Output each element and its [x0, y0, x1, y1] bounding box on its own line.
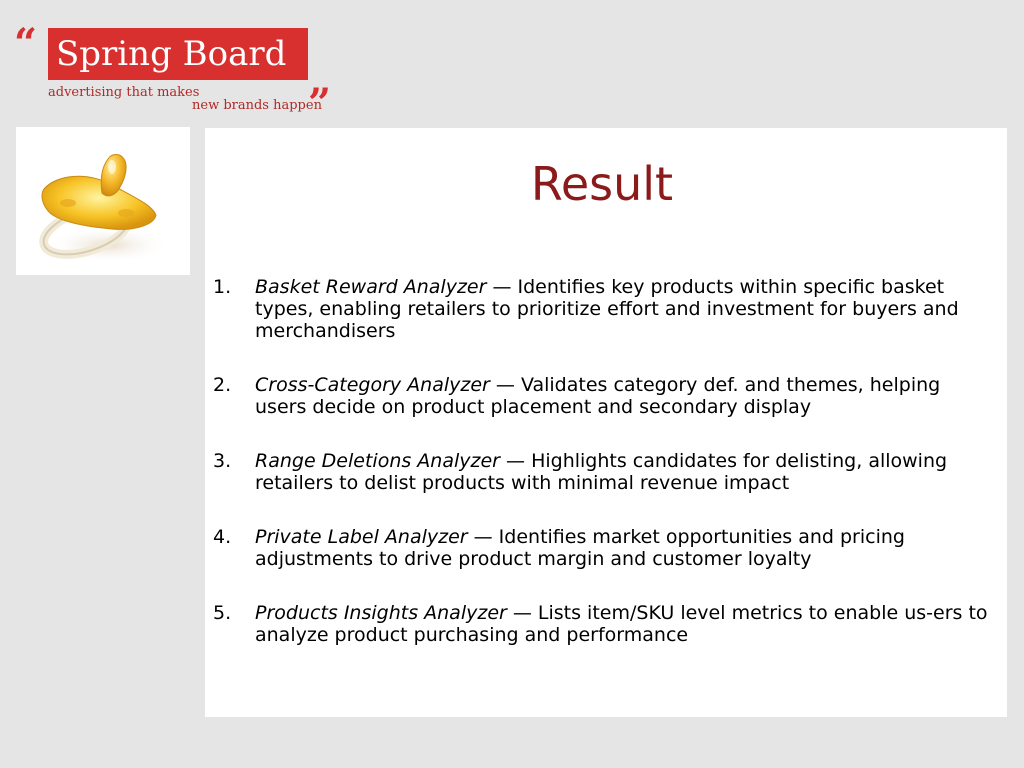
list-item-number: 5.	[213, 602, 232, 624]
list-item-description: — Validates category def. and themes, helping users decide on product placement and secondary display	[255, 374, 941, 418]
list-item-name: Products Insights Analyzer	[255, 602, 507, 624]
list-item	[213, 276, 993, 342]
logo-open-quote: “	[14, 20, 38, 67]
pacifier-icon	[16, 127, 190, 275]
slide-title: Result	[530, 157, 674, 211]
list-item-description: — Lists item/SKU level metrics to enable us-ers to analyze product purchasing and performance	[255, 602, 988, 646]
list-item	[213, 450, 993, 494]
list-item-name: Private Label Analyzer	[255, 526, 468, 548]
list-item-description: — Highlights candidates for delisting, allowing retailers to delist products with minimal revenue impact	[255, 450, 948, 494]
logo-brand-box: Spring Board	[48, 28, 308, 80]
logo-tagline-line2: new brands happen	[192, 98, 322, 113]
list-item-number: 3.	[213, 450, 232, 472]
list-item	[213, 374, 993, 418]
result-list	[213, 276, 993, 646]
logo-close-quote: ”	[308, 80, 332, 127]
pacifier-image-panel	[16, 127, 190, 275]
list-item-number: 4.	[213, 526, 232, 548]
list-item-name: Cross-Category Analyzer	[255, 374, 490, 396]
content-panel	[205, 128, 1007, 717]
list-item	[213, 602, 993, 646]
list-item	[213, 526, 993, 570]
list-item-description: — Identifies key products within specific basket types, enabling retailers to prioritize effort and investment for buyers and merchandisers	[255, 276, 959, 342]
list-item-name: Range Deletions Analyzer	[255, 450, 500, 472]
list-item-number: 1.	[213, 276, 232, 298]
list-item-description: — Identifies market opportunities and pricing adjustments to drive product margin and customer loyalty	[255, 526, 905, 570]
spring-board-logo	[14, 20, 344, 127]
logo-tagline-line1: advertising that makes	[48, 85, 200, 100]
list-item-number: 2.	[213, 374, 232, 396]
list-item-name: Basket Reward Analyzer	[255, 276, 487, 298]
